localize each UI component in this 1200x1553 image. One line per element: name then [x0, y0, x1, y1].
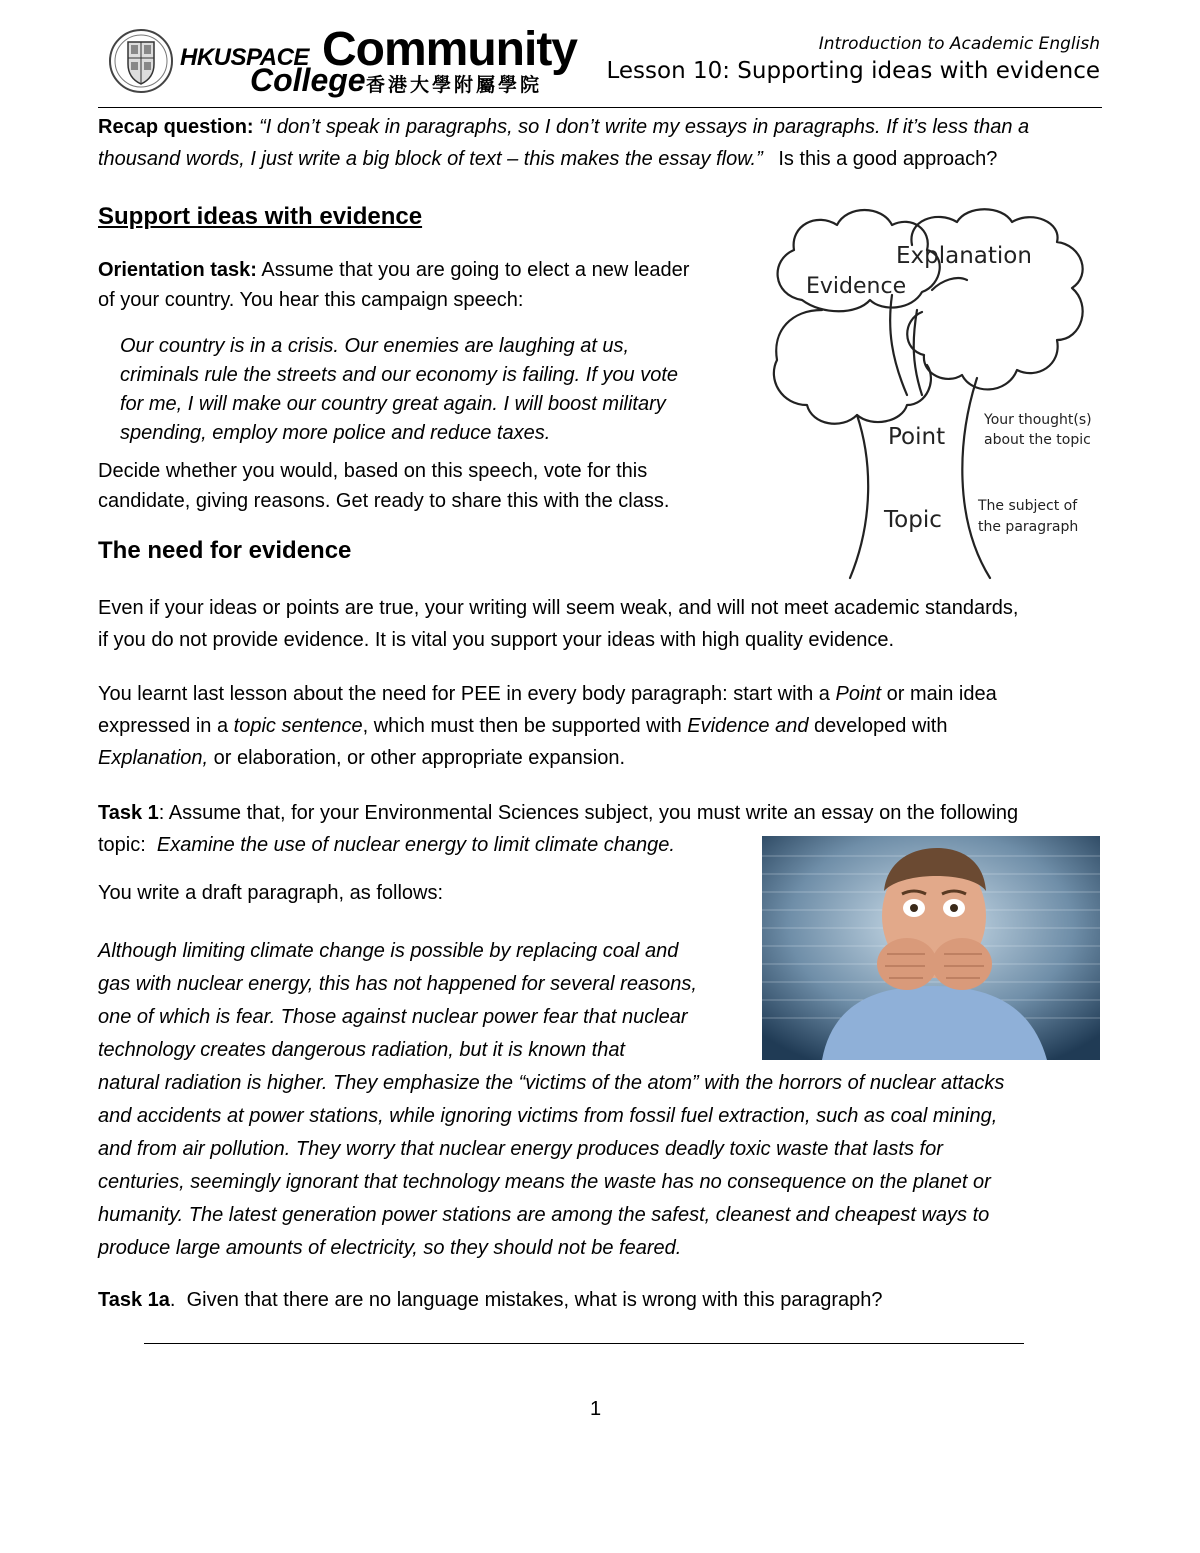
speech-line: spending, employ more police and reduce taxes. — [120, 422, 551, 444]
page-number: 1 — [590, 1398, 602, 1420]
decide-line2: candidate, giving reasons. Get ready to share this with the class. — [98, 490, 670, 512]
recap-label: Recap question: — [98, 116, 254, 138]
task1-line1: : Assume that, for your Environmental Sciences subject, you must write an essay on the following — [158, 802, 1019, 824]
decide-line1: Decide whether you would, based on this speech, vote for this — [98, 460, 648, 482]
pee-text: expressed in a — [98, 715, 234, 737]
tree-label-explanation: Explanation — [896, 243, 1032, 269]
draft-line: Although limiting climate change is possible by replacing coal and — [98, 940, 679, 962]
speech-line: criminals rule the streets and our economy is failing. If you vote — [120, 364, 679, 386]
tree-trunk-left — [850, 415, 868, 578]
draft-line: humanity. The latest generation power stations are among the safest, cleanest and cheapest ways to — [98, 1204, 990, 1226]
decide-instruction — [98, 456, 758, 516]
task1-label: Task 1 — [98, 802, 159, 824]
draft-paragraph — [98, 935, 1108, 1264]
pee-term-topic-sentence: topic sentence — [233, 715, 363, 737]
course-title: Introduction to Academic English — [818, 34, 1100, 54]
tree-trunk-right — [962, 378, 990, 578]
pee-text: or main idea — [881, 683, 997, 705]
orientation-line2: of your country. You hear this campaign speech: — [98, 289, 524, 311]
header-divider — [98, 107, 1102, 108]
task1-line2: topic: — [98, 834, 157, 856]
recap-quote-line1: “I don’t speak in paragraphs, so I don’t write my essays in paragraphs. If it’s less than a — [259, 116, 1030, 138]
campaign-speech — [120, 332, 760, 448]
tree-note-topic-line1: The subject of — [978, 498, 1078, 514]
draft-intro: You write a draft paragraph, as follows: — [98, 882, 444, 904]
pee-term-evidence: Evidence and — [687, 715, 809, 737]
logo-chinese-name: 香港大學附屬學院 — [366, 74, 543, 96]
draft-line: gas with nuclear energy, this has not happened for several reasons, — [98, 973, 697, 995]
pee-tree-diagram — [762, 200, 1108, 590]
pee-term-explanation: Explanation, — [98, 747, 209, 769]
answer-line[interactable] — [144, 1343, 1024, 1344]
pee-text: , which must then be supported with — [362, 715, 688, 737]
draft-line: natural radiation is higher. They emphasize the “victims of the atom” with the horrors of nuclear attacks — [98, 1072, 1005, 1094]
speech-line: Our country is in a crisis. Our enemies are laughing at us, — [120, 335, 630, 357]
task1a-label: Task 1a — [98, 1289, 170, 1311]
para1-line1: Even if your ideas or points are true, your writing will seem weak, and will not meet academic standards, — [98, 597, 1019, 619]
draft-line: and from air pollution. They worry that nuclear energy produces deadly toxic waste that lasts for — [98, 1138, 943, 1160]
recap-question — [98, 111, 1108, 175]
tree-note-point-line1: Your thought(s) — [984, 412, 1092, 428]
task1-essay-topic: Examine the use of nuclear energy to limit climate change. — [156, 834, 675, 856]
pee-text: You learnt last lesson about the need for PEE in every body paragraph: start with a — [98, 683, 836, 705]
pee-term-point: Point — [835, 683, 882, 705]
logo-college: College — [250, 62, 366, 98]
draft-line: one of which is fear. Those against nuclear power fear that nuclear — [98, 1006, 688, 1028]
tree-label-topic: Topic — [884, 507, 942, 533]
tree-note-point-line2: about the topic — [984, 432, 1091, 448]
tree-note-topic-line2: the paragraph — [978, 519, 1079, 535]
recap-question-text: Is this a good approach? — [778, 148, 998, 170]
lesson-title: Lesson 10: Supporting ideas with evidence — [606, 58, 1100, 84]
need-evidence-paragraph — [98, 592, 1108, 656]
section-heading-need-for-evidence: The need for evidence — [98, 537, 352, 564]
draft-line: technology creates dangerous radiation, but it is known that — [98, 1039, 625, 1061]
section-heading-support: Support ideas with evidence — [98, 203, 423, 230]
tree-label-evidence: Evidence — [806, 274, 907, 299]
draft-line: produce large amounts of electricity, so they should not be feared. — [98, 1237, 682, 1259]
orientation-label: Orientation task: — [98, 259, 257, 281]
tree-cloud-right — [907, 209, 1082, 389]
para1-line2: if you do not provide evidence. It is vital you support your ideas with high quality evidence. — [98, 629, 895, 651]
draft-line: and accidents at power stations, while ignoring victims from fossil fuel extraction, such as coal mining, — [98, 1105, 998, 1127]
logo-community: Community — [322, 23, 577, 76]
tree-label-point: Point — [888, 424, 946, 450]
draft-line: centuries, seemingly ignorant that technology means the waste has no consequence on the planet or — [98, 1171, 991, 1193]
task1a-question — [98, 1289, 883, 1312]
speech-line: for me, I will make our country great again. I will boost military — [120, 393, 666, 415]
recap-quote-line2: thousand words, I just write a big block of text – this makes the essay flow.” — [98, 148, 763, 170]
pee-paragraph — [98, 678, 1108, 774]
logo-hkuspace: HKUSPACE — [180, 44, 309, 71]
orientation-task — [98, 255, 758, 315]
pee-text: developed with — [808, 715, 948, 737]
orientation-line1: Assume that you are going to elect a new leader — [261, 259, 690, 281]
task1a-text: . Given that there are no language mistakes, what is wrong with this paragraph? — [169, 1289, 883, 1311]
pee-text: or elaboration, or other appropriate expansion. — [208, 747, 626, 769]
college-crest-logo — [108, 28, 174, 94]
